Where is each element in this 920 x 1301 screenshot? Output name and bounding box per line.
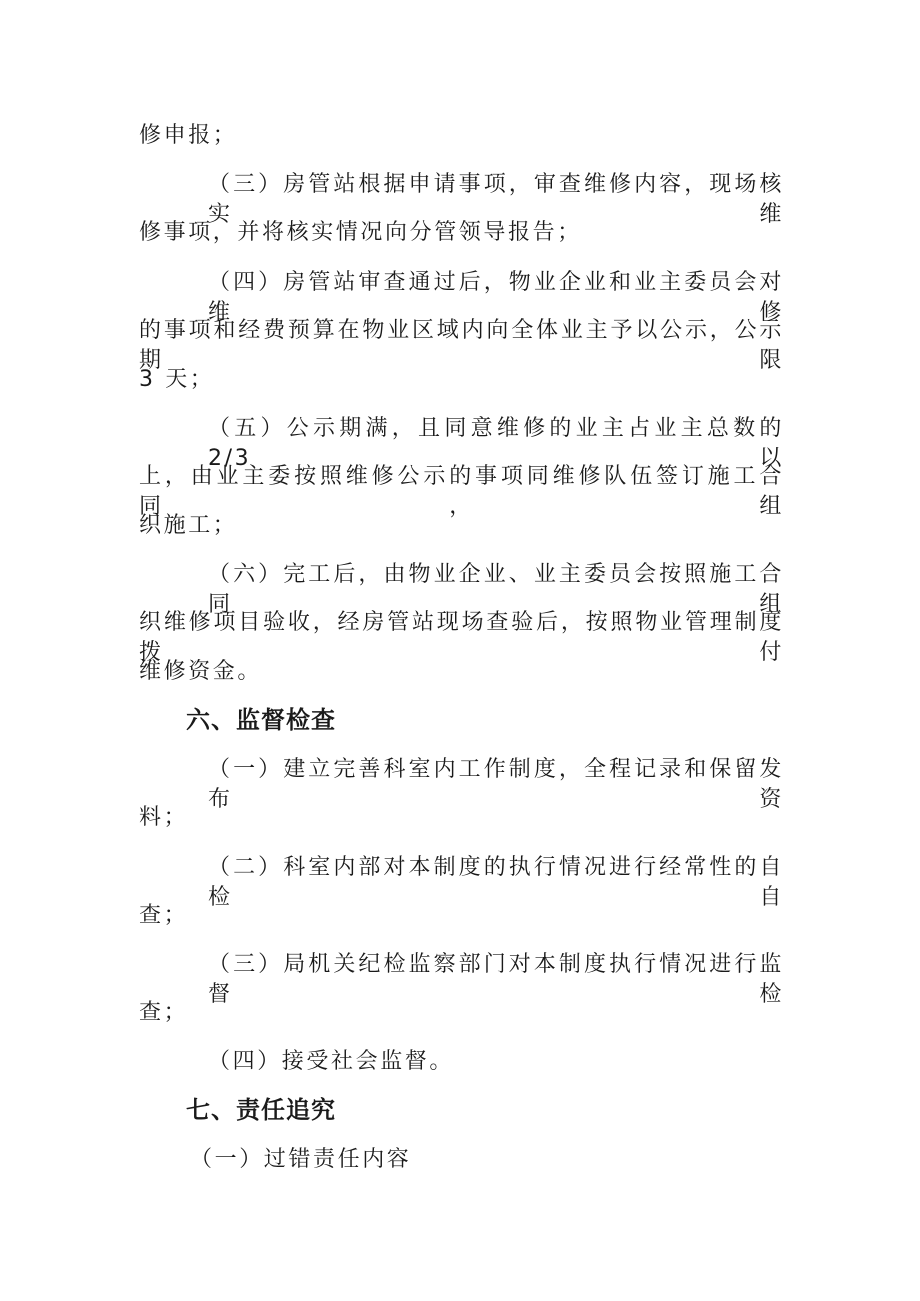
- paragraph-line: 的事项和经费预算在物业区域内向全体业主予以公示，公示期限: [139, 318, 784, 373]
- paragraph-line: 维修资金。: [139, 659, 263, 684]
- section-heading: 七、责任追究: [186, 1096, 336, 1124]
- paragraph-line: （四）房管站审查通过后，物业企业和业主委员会对维修: [208, 270, 784, 325]
- paragraph-line: 修事项，并将核实情况向分管领导报告；: [139, 220, 582, 245]
- paragraph-line: 修申报；: [139, 123, 238, 148]
- paragraph-line: 织施工；: [139, 513, 238, 538]
- paragraph-line: （三）局机关纪检监察部门对本制度执行情况进行监督检: [208, 952, 784, 1007]
- paragraph-line: （六）完工后，由物业企业、业主委员会按照施工合同组: [208, 562, 784, 617]
- paragraph-line: 织维修项目验收，经房管站现场查验后，按照物业管理制度拨付: [139, 610, 784, 665]
- paragraph-line: 查；: [139, 903, 189, 928]
- section-heading: 六、监督检查: [186, 706, 336, 734]
- paragraph-line: 3 天；: [139, 367, 215, 392]
- paragraph-line: 查；: [139, 1000, 189, 1025]
- subsection-heading: （一）过错责任内容: [190, 1147, 412, 1172]
- paragraph-line: （四）接受社会监督。: [208, 1049, 455, 1074]
- paragraph-line: 上，由业主委按照维修公示的事项同维修队伍签订施工合同，组: [139, 464, 784, 519]
- paragraph-line: （二）科室内部对本制度的执行情况进行经常性的自检自: [208, 855, 784, 910]
- paragraph-line: （五）公示期满，且同意维修的业主占业主总数的 2/3 以: [208, 416, 784, 471]
- paragraph-line: 料；: [139, 805, 189, 830]
- paragraph-line: （一）建立完善科室内工作制度，全程记录和保留发布资: [208, 757, 784, 812]
- paragraph-line: （三）房管站根据申请事项，审查维修内容，现场核实维: [208, 172, 784, 227]
